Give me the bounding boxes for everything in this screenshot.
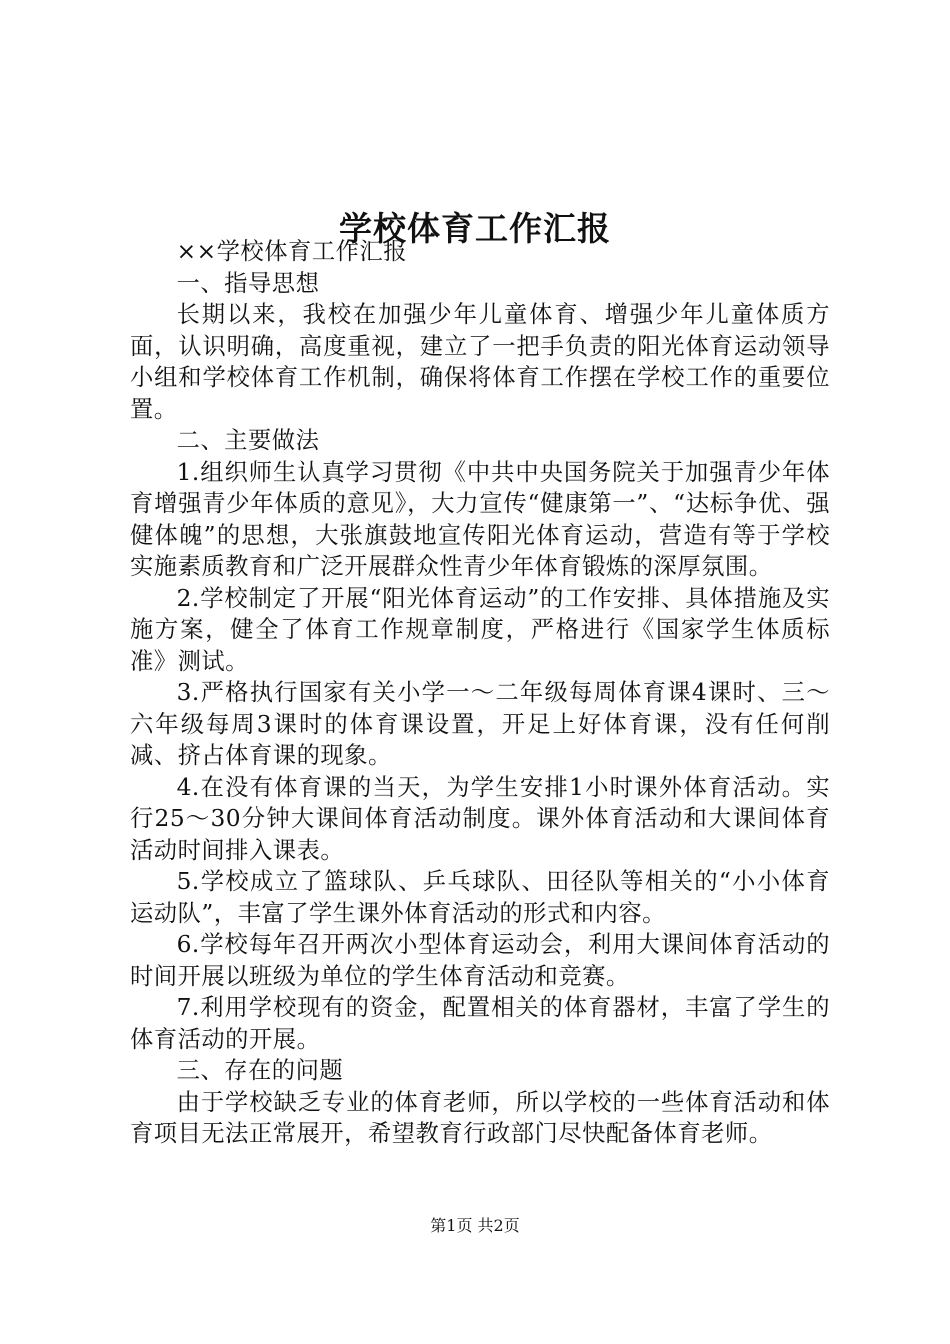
section-heading-guiding-ideology: 一、指导思想 [176,269,320,297]
page-footer: 第1页 共2页 [430,1216,520,1235]
list-item: 1.组织师生认真学习贯彻《中共中央国务院关于加强青少年体育增强青少年体质的意见》，大力宣传“健康第一”、“达标争优、强健体魄”的思想，大张旗鼓地宣传阳光体育运动，营造有等于学校实施素质教育和广泛开展群众性青少年体育锻炼的深厚氛围。 [130,458,830,580]
document-title: 学校体育工作汇报 [339,209,611,249]
list-item: 2.学校制定了开展“阳光体育运动”的工作安排、具体措施及实施方案，健全了体育工作规章制度，严格进行《国家学生体质标准》测试。 [130,584,830,675]
document-body [130,236,830,1150]
section-heading-existing-problems: 三、存在的问题 [176,1057,344,1084]
list-item: 6.学校每年召开两次小型体育运动会，利用大课间体育活动的时间开展以班级为单位的学生体育活动和竞赛。 [130,931,830,990]
list-item: 4.在没有体育课的当天，为学生安排1小时课外体育活动。实行25～30分钟大课间体育活动制度。课外体育活动和大课间体育活动时间排入课表。 [130,773,830,864]
list-item: 7.利用学校现有的资金，配置相关的体育器材，丰富了学生的体育活动的开展。 [130,994,830,1053]
list-item: 5.学校成立了篮球队、乒乓球队、田径队等相关的“小小体育运动队”，丰富了学生课外体育活动的形式和内容。 [130,868,830,927]
paragraph: 由于学校缺乏专业的体育老师，所以学校的一些体育活动和体育项目无法正常展开，希望教育行政部门尽快配备体育老师。 [130,1088,830,1147]
section-heading-main-practices: 二、主要做法 [176,427,320,454]
list-item: 3.严格执行国家有关小学一～二年级每周体育课4课时、三～六年级每周3课时的体育课设置，开足上好体育课，没有任何削减、挤占体育课的现象。 [130,679,830,769]
paragraph-subtitle: ××学校体育工作汇报 [176,238,408,265]
paragraph: 长期以来，我校在加强少年儿童体育、增强少年儿童体质方面，认识明确，高度重视，建立了一把手负责的阳光体育运动领导小组和学校体育工作机制，确保将体育工作摆在学校工作的重要位置。 [130,301,830,423]
